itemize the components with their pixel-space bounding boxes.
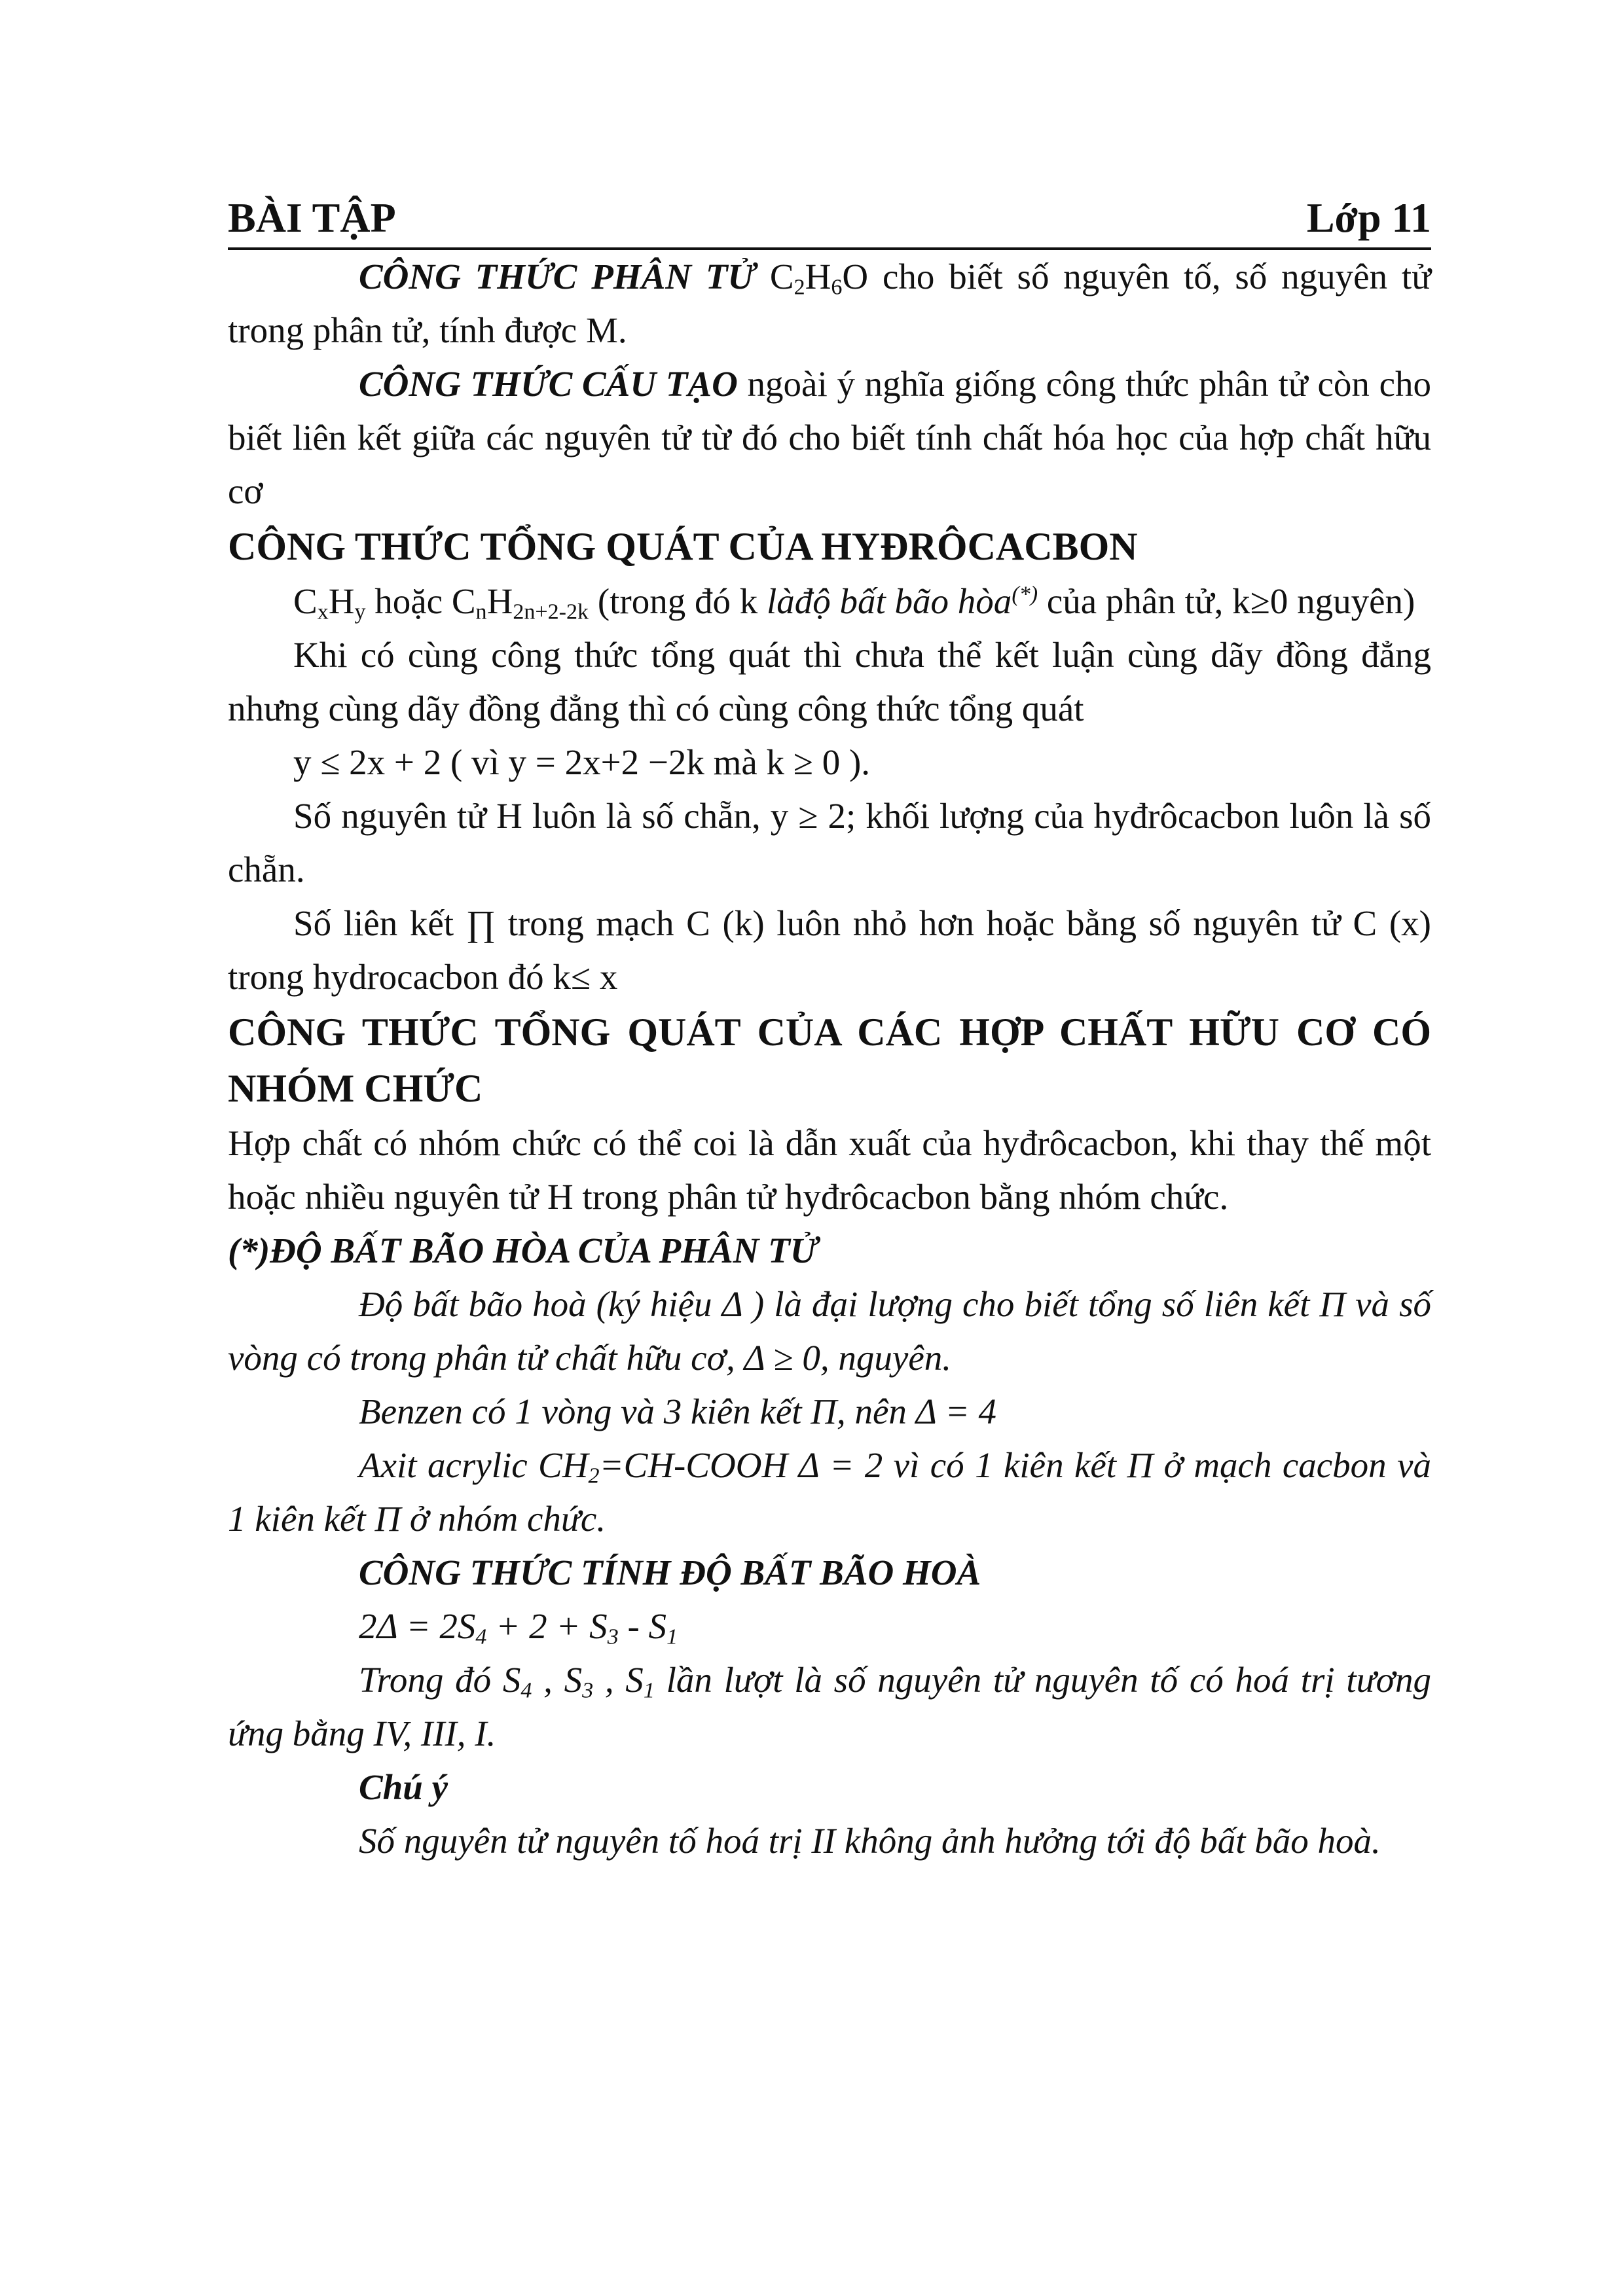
note-text: Số nguyên tử nguyên tố hoá trị II không ảnh hưởng tới độ bất bão hoà. — [359, 1821, 1381, 1861]
formula-explanation: Trong đó $S_4$ , $S_3$ , $S_1$ lần lượt là số nguyên tử nguyên tố có hoá trị tương ứng bằng IV, III, I. — [228, 1660, 1432, 1753]
structural-formula-paragraph: CÔNG THỨC CẤU TẠO ngoài ý nghĩa giống công thức phân tử còn cho biết liên kết giữa các nguyên tử từ đó cho biết tính chất hóa học của hợp chất hữu cơ — [228, 364, 1431, 511]
benzene-example: Benzen có 1 vòng và 3 kiên kết Π, nên Δ = 4 — [359, 1391, 997, 1431]
functional-group-paragraph: Hợp chất có nhóm chức có thể coi là dẫn xuất của hyđrôcacbon, khi thay thế một hoặc nhiều nguyên tử H trong phân tử hyđrôcacbon bằng nhóm chức. — [228, 1123, 1431, 1217]
unsaturation-definition: Độ bất bão hoà (ký hiệu Δ ) là đại lượng cho biết tổng số liên kết Π và số vòng có trong phân tử chất hữu cơ, Δ ≥ 0, nguyên. — [228, 1284, 1431, 1378]
acrylic-acid-example: Axit acrylic $CH_2=CH$-COOH Δ = 2 vì có 1 kiên kết Π ở mạch cacbon và 1 kiên kết Π ở nhóm chức. — [228, 1445, 1431, 1539]
note-title: Chú ý — [359, 1767, 448, 1807]
hydrogen-count-paragraph: Số nguyên tử H luôn là số chẵn, y ≥ 2; khối lượng của hyđrôcacbon luôn là số chẵn. — [228, 796, 1431, 889]
header-title: BÀI TẬP — [228, 194, 396, 241]
section-heading-hydrocarbon: CÔNG THỨC TỔNG QUÁT CỦA HYĐRÔCACBON — [228, 525, 1138, 568]
document-page — [228, 190, 1431, 1868]
section-heading-formula: CÔNG THỨC TÍNH ĐỘ BẤT BÃO HOÀ — [359, 1552, 981, 1592]
molecular-formula-paragraph: CÔNG THỨC PHÂN TỬ $C_2H_6O$ cho biết số nguyên tố, số nguyên tử trong phân tử, tính được M. — [228, 257, 1431, 350]
section-heading-unsaturation: (*)ĐỘ BẤT BÃO HÒA CỦA PHÂN TỬ — [228, 1230, 818, 1270]
page-header — [228, 190, 1431, 250]
header-grade: Lớp 11 — [1306, 194, 1431, 241]
pi-bond-paragraph: Số liên kết ∏ trong mạch C (k) luôn nhỏ hơn hoặc bằng số nguyên tử C (x) trong hydrocacbon đó k≤ x — [228, 903, 1431, 997]
unsaturation-formula: $2\Delta = 2S_4 + 2 + S_3 - S_1$ — [359, 1606, 678, 1649]
section-heading-functional-group: CÔNG THỨC TỔNG QUÁT CỦA CÁC HỢP CHẤT HỮU CƠ CÓ NHÓM CHỨC — [228, 1011, 1431, 1110]
inequality-line: y ≤ 2x + 2 ( vì y = 2x+2 −2k mà k ≥ 0 ). — [293, 742, 871, 782]
general-formula-paragraph: $C_xH_y$ hoặc $C_nH_{2n+2-2k}$ (trong đó k làđộ bất bão hòa(*) của phân tử, k≥0 nguyên) — [293, 581, 1415, 624]
homologous-series-paragraph: Khi có cùng công thức tổng quát thì chưa thể kết luận cùng dãy đồng đẳng nhưng cùng dãy đồng đẳng thì có cùng công thức tổng quát — [228, 635, 1431, 728]
